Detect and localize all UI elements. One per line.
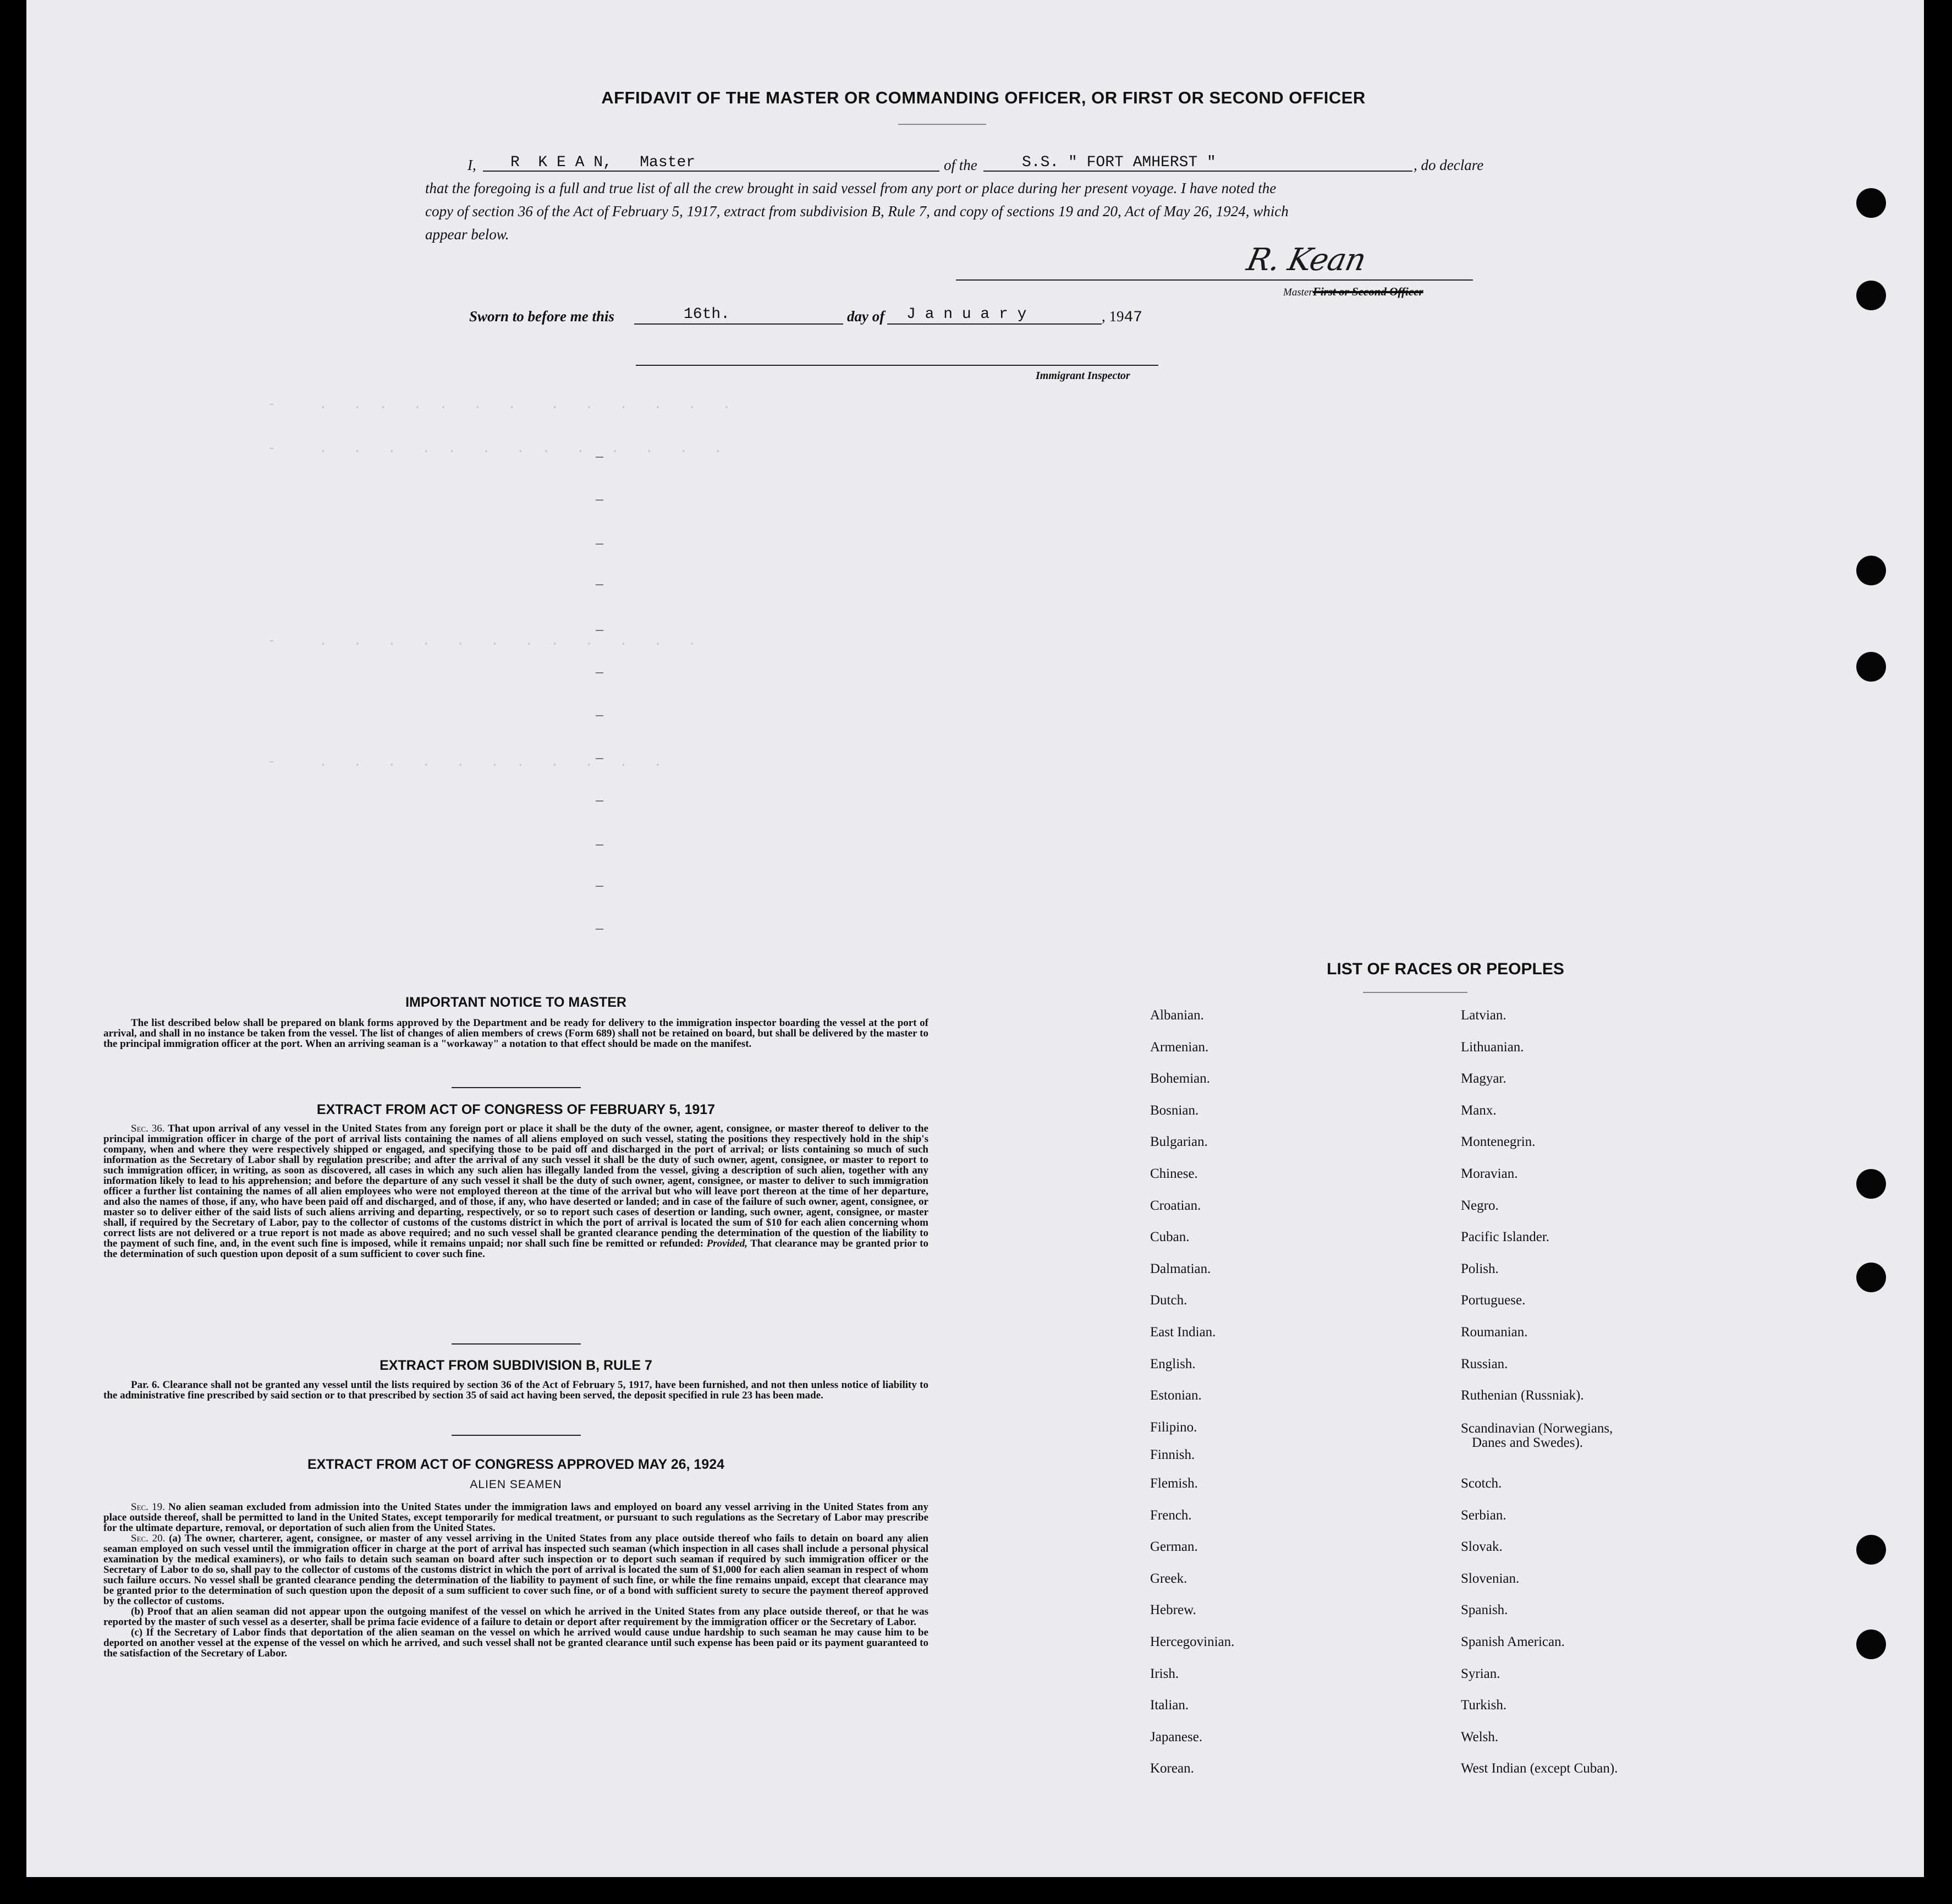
bleed-dash [596, 500, 603, 501]
bleed-through-text: - . . . . . . . . . . . . [224, 633, 697, 649]
sec20b-body: (b) Proof that an alien seaman did not appear upon the outgoing manifest of the vessel on which he arrived in the United States from any place outside thereof, or that he was reported by the master of such vessel as a deserter, shall be prima facie evidence of a failure to detain or deport after requirement by the immigration officer or the Secretary of Labor. [103, 1606, 928, 1628]
day-line [634, 323, 843, 325]
race-item: Slovenian. [1461, 1571, 1520, 1586]
year-label [1102, 308, 1142, 326]
bleed-dash [596, 800, 603, 802]
race-item: Latvian. [1461, 1008, 1506, 1023]
alien-seamen-subtitle: ALIEN SEAMEN [470, 1478, 562, 1491]
race-item: Polish. [1461, 1261, 1499, 1276]
bleed-dash [596, 929, 603, 930]
race-item: Danes and Swedes). [1472, 1435, 1583, 1450]
race-item: Cuban. [1150, 1230, 1190, 1245]
sec20-label: Sec. 20. [131, 1533, 166, 1544]
race-item: East Indian. [1150, 1325, 1216, 1340]
race-item: Montenegrin. [1461, 1134, 1536, 1150]
bleed-dash [596, 584, 603, 585]
struck-officer-label: First or Second Officer [1312, 285, 1423, 298]
bleed-through-text: - . . . . . . . . . . . . . [224, 440, 722, 457]
do-declare-label: , do declare [1414, 157, 1484, 173]
race-item: Dalmatian. [1150, 1261, 1211, 1276]
race-item: Chinese. [1150, 1166, 1198, 1181]
race-item: Manx. [1461, 1102, 1497, 1118]
extract-1917-title: EXTRACT FROM ACT OF CONGRESS OF FEBRUARY 5, 1917 [316, 1102, 716, 1117]
race-item: Irish. [1150, 1666, 1179, 1681]
signature-text: R. Kean [1244, 242, 1369, 278]
master-label [1283, 285, 1423, 299]
race-item: Japanese. [1150, 1729, 1203, 1744]
month-line [887, 323, 1102, 325]
of-the-label: of the [944, 157, 977, 173]
races-divider [1363, 992, 1467, 993]
race-item: Lithuanian. [1461, 1039, 1524, 1055]
sworn-month-field[interactable]: J a n u a r y [906, 306, 1027, 323]
race-item: Finnish. [1150, 1447, 1195, 1462]
race-item: Scandinavian (Norwegians, [1461, 1421, 1613, 1436]
punch-hole [1856, 1629, 1886, 1659]
extract-1924-title: EXTRACT FROM ACT OF CONGRESS APPROVED MAY 26, 1924 [307, 1457, 725, 1472]
race-item: Greek. [1150, 1571, 1187, 1586]
races-title: LIST OF RACES OR PEOPLES [1327, 960, 1564, 978]
day-of-label: day of [847, 308, 885, 325]
sworn-day-field[interactable]: 16th. [684, 306, 730, 323]
master-name-field[interactable]: R K E A N, Master [510, 154, 696, 171]
punch-hole [1856, 1263, 1886, 1292]
master-label-text: Master [1283, 287, 1313, 298]
provided-word: Provided, [706, 1238, 747, 1249]
punch-hole [1856, 652, 1886, 682]
document-page [26, 0, 1924, 1877]
bleed-through-text: - . . . . . . . . . . . [224, 754, 662, 770]
race-item: Syrian. [1461, 1666, 1500, 1681]
race-item: Portuguese. [1461, 1293, 1526, 1308]
punch-hole [1856, 1535, 1886, 1565]
race-item: Italian. [1150, 1698, 1189, 1713]
divider [452, 1087, 581, 1088]
race-item: Magyar. [1461, 1071, 1506, 1087]
race-item: Bohemian. [1150, 1071, 1211, 1087]
race-item: French. [1150, 1507, 1192, 1523]
race-item: Dutch. [1150, 1293, 1187, 1308]
rule7-paragraph: Par. 6. Clearance shall not be granted any vessel until the lists required by section 36 of the Act of February 5, 1917, have been furnished, and not then unless notice of liability to the administrative fine prescribed by said section or to that prescribed by section 35 of said act having been served, the deposit specified in rule 23 has been made. [103, 1379, 928, 1401]
bleed-dash [596, 672, 603, 673]
sec36-end: That clearance may be granted prior to the determination of such question upon deposit of a sum sufficient to cover such fine. [103, 1238, 929, 1260]
year-suffix[interactable]: 47 [1124, 309, 1143, 326]
sec20c-body: (c) If the Secretary of Labor finds that deportation of the alien seaman on the vessel on which he arrived would cause undue hardship to such seaman he may cause him to be deported on another vessel at the expense of the vessel on which he arrived, and such vessel shall not be granted clearance until such expense has been paid or its payment guaranteed to the satisfaction of the Secretary of Labor. [103, 1627, 928, 1659]
vessel-name-field[interactable]: S.S. " FORT AMHERST " [1022, 154, 1216, 171]
sec20a-body: (a) The owner, charterer, agent, consignee, or master of any vessel arriving in the United States from any place outside thereof who fails to detain on board any alien seaman employed on such vessel until the immigration officer in charge at the port of arrival has inspected such seaman (which inspection in all cases shall include a personal physical examination by the medical examiners), or who fails to detain such seaman on board after such inspection or to deport such seaman if required by such immigration officer or the Secretary of Labor to do so, shall pay to the collector of customs of the customs district in which the port of arrival is located the sum of $1,000 for each alien seaman in respect of whom such failure occurs. No vessel shall be granted clearance pending the determination of the liability to payment of such fine, or while the fine remains unpaid, except that clearance may be granted prior to the determination of such question upon the deposit of a sum sufficient to cover such fine, or of a bond with sufficient surety to secure the payment thereof approved by the collector of customs. [103, 1533, 929, 1607]
race-item: Welsh. [1461, 1729, 1499, 1744]
race-item: Turkish. [1461, 1698, 1507, 1713]
rule7-title: EXTRACT FROM SUBDIVISION B, RULE 7 [380, 1358, 652, 1373]
race-item: Russian. [1461, 1356, 1508, 1371]
notice-paragraph: The list described below shall be prepared on blank forms approved by the Department and be ready for delivery to the immigration inspector boarding the vessel at the port of arrival, and shall in no instance be taken from the vessel. The list of changes of alien members of crews (Form 689) shall not be retained on board, but shall be delivered by the master to the principal immigration officer at the port. When an arriving seaman is a "workaway" a notation to that effect should be made on the manifest. [103, 1017, 928, 1050]
race-item: Slovak. [1461, 1539, 1503, 1555]
punch-hole [1856, 281, 1886, 310]
bleed-dash [596, 758, 603, 759]
affidavit-line-2: that the foregoing is a full and true list of all the crew brought in said vessel from any port or place during her present voyage. I have noted the [425, 180, 1277, 196]
sec19-label: Sec. 19. [131, 1501, 165, 1513]
bleed-dash [596, 544, 603, 545]
race-item: Armenian. [1150, 1039, 1209, 1055]
sec36-label: Sec. 36. [131, 1123, 165, 1134]
race-item: Negro. [1461, 1198, 1499, 1213]
affidavit-line-4: appear below. [425, 226, 509, 243]
bleed-dash [596, 457, 603, 458]
race-item: Bosnian. [1150, 1102, 1199, 1118]
inspector-signature-line [636, 365, 1158, 366]
race-item: Hercegovinian. [1150, 1634, 1235, 1649]
punch-hole [1856, 556, 1886, 585]
race-item: Ruthenian (Russniak). [1461, 1388, 1584, 1403]
race-item: Filipino. [1150, 1419, 1197, 1435]
race-item: Serbian. [1461, 1507, 1506, 1523]
sec36-body: That upon arrival of any vessel in the United States from any foreign port or place it shall be the duty of the owner, agent, consignee, or master thereof to deliver to the principal immigration officer in charge of the port of arrival lists containing the names of all aliens employed on such vessel, stating the positions they respectively hold in the ship's company, when and where they were respectively shipped or engaged, and specifying those to be paid off and discharged in the port of arrival; or lists containing so much of such information as the Secretary of Labor shall by regulation prescribe; and after the arrival of any such vessel it shall be the duty of such owner, agent, consignee, or master to report to such immigration officer, in writing, as soon as discovered, all cases in which any such alien has illegally landed from the vessel, giving a description of such alien, together with any information likely to lead to his apprehension; and before the departure of any such vessel it shall be the duty of such owner, agent, consignee, or master to deliver to such immigration officer a further list containing the names of all alien employees who were not employed thereon at the time of the arrival but who will leave port thereon at the time of her departure, and also the names of those, if any, who have been paid off and discharged, and of those, if any, who have deserted or landed; and in case of the failure of such owner, agent, consignee, or master so to deliver either of the said lists of such aliens arriving and departing, respectively, or so to report such cases of desertion or landing, such owner, agent, consignee, or master shall, if required by the Secretary of Labor, pay to the collector of customs of the customs district in which the port of arrival is located the sum of $10 for each alien concerning whom correct lists are not delivered or a true report is not made as above required; and no such vessel shall be granted clearance pending the determination of the question of the liability to the payment of such fine, and, in the event such fine is imposed, while it remains unpaid; nor shall such fine be remitted or refunded: [103, 1123, 928, 1249]
master-signature [1244, 242, 1412, 286]
bleed-through-text: - . . . . . . . . . . . . . [224, 396, 731, 413]
race-item: Flemish. [1150, 1476, 1198, 1491]
race-item: Albanian. [1150, 1008, 1204, 1023]
year-prefix: , 19 [1102, 308, 1124, 325]
bleed-dash [596, 886, 603, 887]
sworn-label: Sworn to before me this [469, 308, 615, 325]
race-item: Moravian. [1461, 1166, 1518, 1181]
race-item: Roumanian. [1461, 1325, 1528, 1340]
inspector-label: Immigrant Inspector [1036, 370, 1130, 382]
bleed-dash [596, 630, 603, 631]
bleed-dash [596, 715, 603, 716]
race-item: Scotch. [1461, 1476, 1502, 1491]
divider [452, 1435, 581, 1436]
race-item: English. [1150, 1356, 1196, 1371]
race-item: German. [1150, 1539, 1198, 1555]
race-item: Estonian. [1150, 1388, 1202, 1403]
affidavit-line-3: copy of section 36 of the Act of February 5, 1917, extract from subdivision B, Rule 7, and copy of sections 19 and 20, Act of May 26, 1924, which [425, 203, 1289, 220]
bleed-dash [596, 844, 603, 846]
affidavit-title: AFFIDAVIT OF THE MASTER OR COMMANDING OFFICER, OR FIRST OR SECOND OFFICER [601, 88, 1366, 107]
race-item: Korean. [1150, 1761, 1194, 1776]
race-item: West Indian (except Cuban). [1461, 1761, 1618, 1776]
punch-hole [1856, 1169, 1886, 1199]
notice-title: IMPORTANT NOTICE TO MASTER [405, 995, 626, 1010]
extract-1924-text [103, 1502, 928, 1659]
affidavit-i-label: I, [468, 157, 476, 173]
punch-hole [1856, 188, 1886, 218]
race-item: Pacific Islander. [1461, 1230, 1550, 1245]
extract-1917-text [103, 1123, 928, 1259]
race-item: Spanish American. [1461, 1634, 1565, 1649]
race-item: Spanish. [1461, 1603, 1508, 1618]
sec19-body: No alien seaman excluded from admission into the United States under the immigration laws and employed on board any vessel arriving in the United States from any place outside thereof, shall be permitted to land in the United States, except temporarily for medical treatment, or pursuant to such regulations as the Secretary of Labor may prescribe for the ultimate departure, removal, or deportation of such alien from the United States. [103, 1501, 929, 1534]
divider [452, 1343, 581, 1345]
race-item: Croatian. [1150, 1198, 1201, 1213]
rule7-text [103, 1380, 928, 1401]
race-item: Hebrew. [1150, 1603, 1196, 1618]
race-item: Bulgarian. [1150, 1134, 1208, 1150]
title-underline [898, 124, 986, 125]
notice-text [103, 1018, 928, 1049]
